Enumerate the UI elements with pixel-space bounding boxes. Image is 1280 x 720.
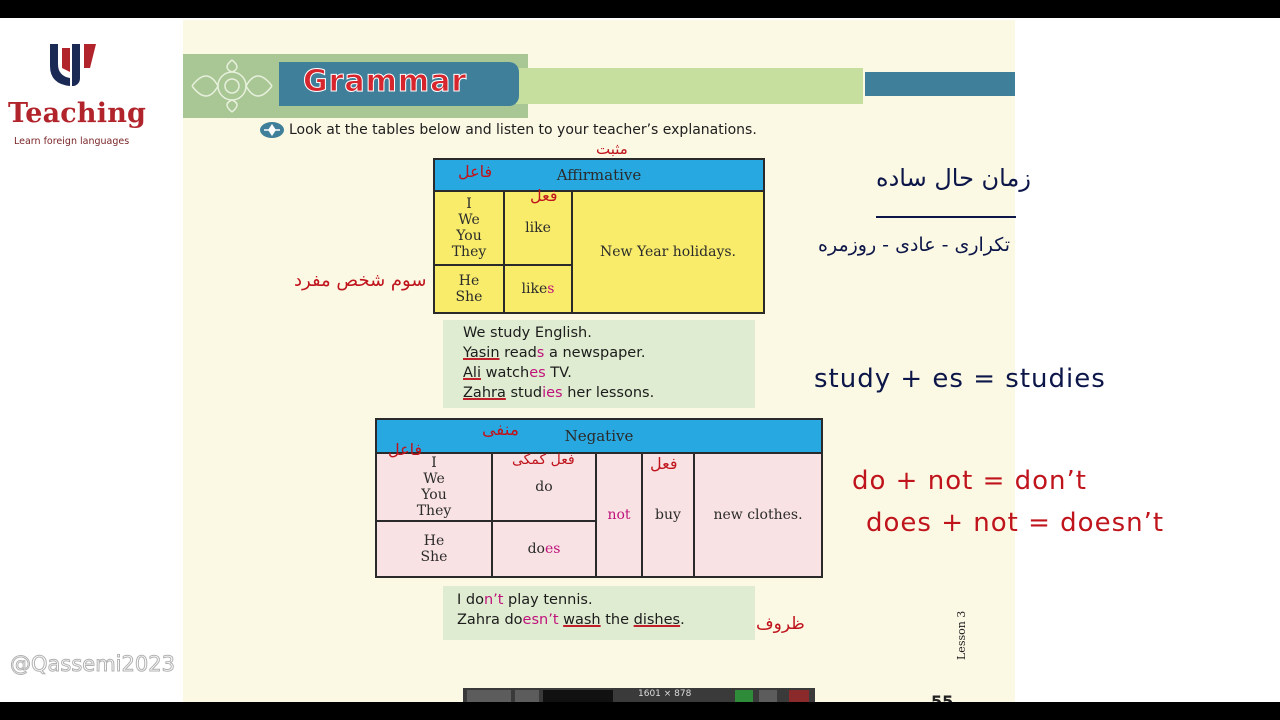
camera-icon[interactable] (515, 690, 539, 702)
instruction-text: Look at the tables below and listen to your teacher’s explanations. (289, 122, 757, 138)
annotation-mosbat: مثبت (596, 140, 628, 158)
grammar-banner (183, 50, 1015, 118)
diamond-bullet-icon (259, 121, 285, 139)
teaching-logo (0, 30, 175, 160)
annotation-doesnt: does + not = doesn’t (866, 508, 1165, 538)
aux-plural: do (492, 453, 596, 521)
maximize-icon[interactable] (735, 690, 753, 702)
taskbar-dimensions: 1601 × 878 (638, 689, 692, 699)
close-icon[interactable] (789, 690, 809, 702)
example-line: Ali watches TV. (463, 365, 572, 381)
example-line: Yasin reads a newspaper. (463, 345, 646, 361)
annotation-third-person: سوم شخص مفرد (294, 270, 427, 291)
top-black-bar (0, 0, 1280, 18)
annotation-underline (876, 216, 1016, 218)
annotation-usage: تکراری - عادی - روزمره (818, 234, 1011, 256)
verb-plural: like (504, 191, 572, 265)
annotation-fael: فاعل (458, 162, 493, 181)
annotation-zarf: ظروف (756, 614, 805, 634)
ornament-icon (187, 56, 277, 116)
negative-verb: buy (642, 453, 694, 577)
singular-subjects: He She (434, 265, 504, 313)
banner-title: Grammar (303, 64, 468, 99)
example-line: Zahra studies her lessons. (463, 385, 655, 401)
bottom-black-bar (0, 702, 1280, 720)
negative-header: Negative (376, 419, 822, 453)
affirmative-examples (443, 320, 755, 408)
instruction (289, 122, 757, 138)
verb-singular: likes (504, 265, 572, 313)
taskbar-button[interactable] (759, 690, 777, 702)
negation: not (596, 453, 642, 577)
affirmative-header: Affirmative (434, 159, 764, 191)
annotation-aux-verb: فعل کمکی (512, 452, 575, 468)
logo-tagline: Learn foreign languages (14, 136, 130, 147)
annotation-dont: do + not = don’t (852, 466, 1087, 496)
lesson-label: Lesson 3 (955, 610, 968, 660)
affirmative-table (433, 158, 765, 314)
negative-table (375, 418, 823, 578)
annotation-manfi: منفی (482, 420, 520, 440)
annotation-fael-2: فاعل (388, 440, 423, 459)
annotation-simple-present: زمان حال ساده (876, 164, 1031, 192)
logo-name: Teaching (8, 98, 147, 129)
example-line: We study English. (463, 325, 592, 341)
aux-singular: does (492, 521, 596, 577)
plural-subjects: I We You They (376, 453, 492, 521)
example-line: I don’t play tennis. (457, 592, 593, 608)
logo-mark-icon (46, 38, 100, 92)
singular-subjects: He She (376, 521, 492, 577)
negative-object: new clothes. (694, 453, 822, 577)
textbook-page (183, 20, 1015, 702)
watermark: @Qassemi2023 (10, 652, 175, 676)
taskbar-button[interactable] (467, 690, 511, 702)
annotation-studies: study + es = studies (814, 364, 1106, 394)
annotation-fel-2: فعل (650, 454, 678, 473)
plural-subjects: I We You They (434, 191, 504, 265)
affirmative-object: New Year holidays. (572, 191, 764, 313)
annotation-fel: فعل (530, 186, 558, 205)
example-line: Zahra doesn’t wash the dishes. (457, 612, 685, 628)
negative-examples (443, 586, 755, 640)
